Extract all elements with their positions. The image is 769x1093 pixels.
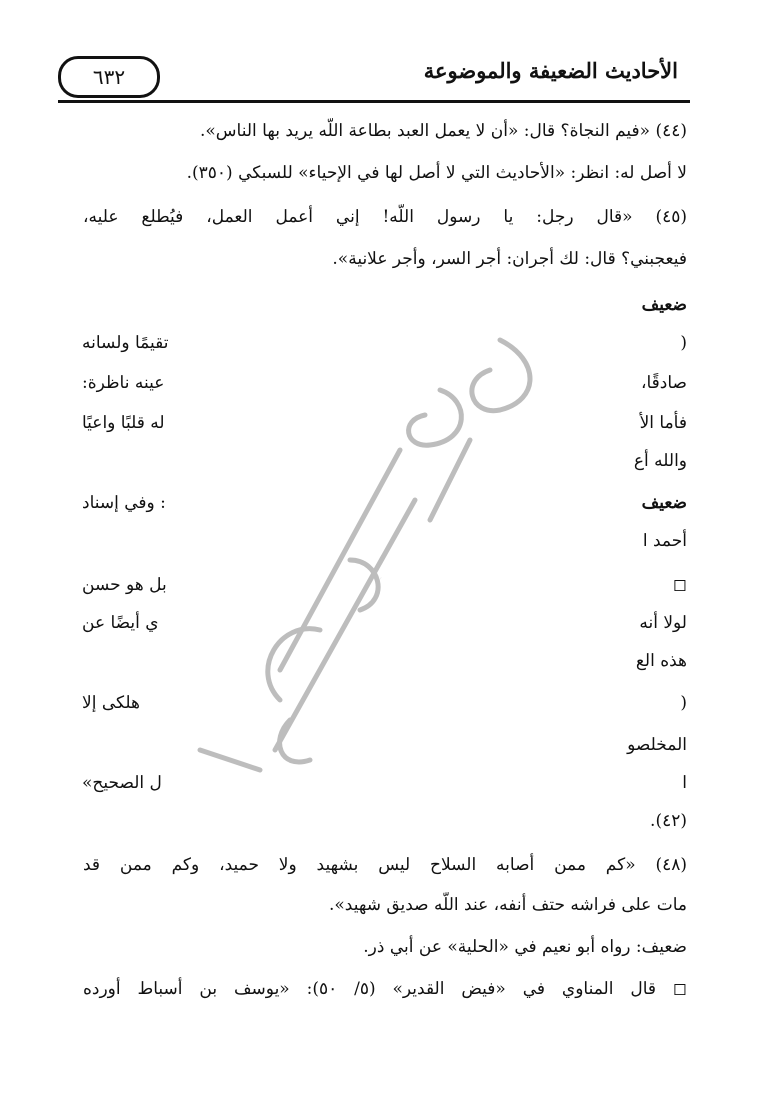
running-title: الأحاديث الضعيفة والموضوعة [423, 58, 678, 83]
text-line-no-origin: لا أصل له: انظر: «الأحاديث التي لا أصل لها في الإحياء» للسبكي (٣٥٠). [186, 163, 687, 183]
watermark-stamp [170, 300, 570, 820]
text-fragment: ضعيف [641, 493, 687, 513]
text-fragment: فأما الأ [639, 413, 687, 433]
text-fragment: ( [680, 693, 687, 713]
text-fragment: : وفي إسناد [82, 493, 166, 513]
text-fragment: ل الصحيح» [82, 773, 162, 793]
watermark-text: وقف لله تعالى [378, 577, 383, 584]
text-line-48-b: مات على فراشه حتف أنفه، عند اللَّه صديق شهيد». [329, 895, 687, 915]
text-line-45-a: (٤٥) «قال رجل: يا رسول اللَّه! إني أعمل العمل، فيُطلع عليه، [83, 207, 687, 227]
text-line-45-b: فيعجبني؟ قال: لك أجران: أجر السر، وأجر علانية». [332, 249, 687, 269]
page-header [58, 52, 690, 103]
text-line-grade: ضعيف: رواه أبو نعيم في «الحلية» عن أبي ذر. [363, 937, 687, 957]
text-fragment: له قلبًا واعيًا [82, 413, 165, 433]
text-fragment: أحمد ا [642, 531, 687, 551]
text-fragment: هذه الع [635, 651, 687, 671]
text-fragment: تقيمًا ولسانه [82, 333, 169, 353]
text-fragment: بل هو حسن [82, 575, 167, 595]
text-fragment: ( [680, 333, 687, 353]
text-fragment: ا [682, 773, 687, 793]
grade-weak-heading: ضعيف [641, 295, 687, 315]
page-number: ٦٣٢ [58, 56, 160, 98]
text-fragment: ي أيضًا عن [82, 613, 159, 633]
text-fragment: صادقًا، [641, 373, 687, 393]
text-fragment: هلكى إلا [82, 693, 140, 713]
text-line-44: (٤٤) «فيم النجاة؟ قال: «أن لا يعمل العبد بطاعة اللَّه يريد بها الناس». [200, 121, 687, 141]
text-fragment: والله أع [633, 451, 687, 471]
text-fragment: (٤٢). [650, 811, 687, 831]
text-fragment: المخلصو [627, 735, 687, 755]
text-fragment: لولا أنه [639, 613, 687, 633]
text-line-note: ◻ قال المناوي في «فيض القدير» (٥/ ٥٠): «يوسف بن أسباط أورده [83, 979, 687, 999]
text-fragment: عينه ناظرة: [82, 373, 165, 393]
text-fragment: ◻ [672, 575, 687, 595]
text-line-48-a: (٤٨) «كم ممن أصابه السلاح ليس بشهيد ولا حميد، وكم ممن قد [83, 855, 687, 875]
